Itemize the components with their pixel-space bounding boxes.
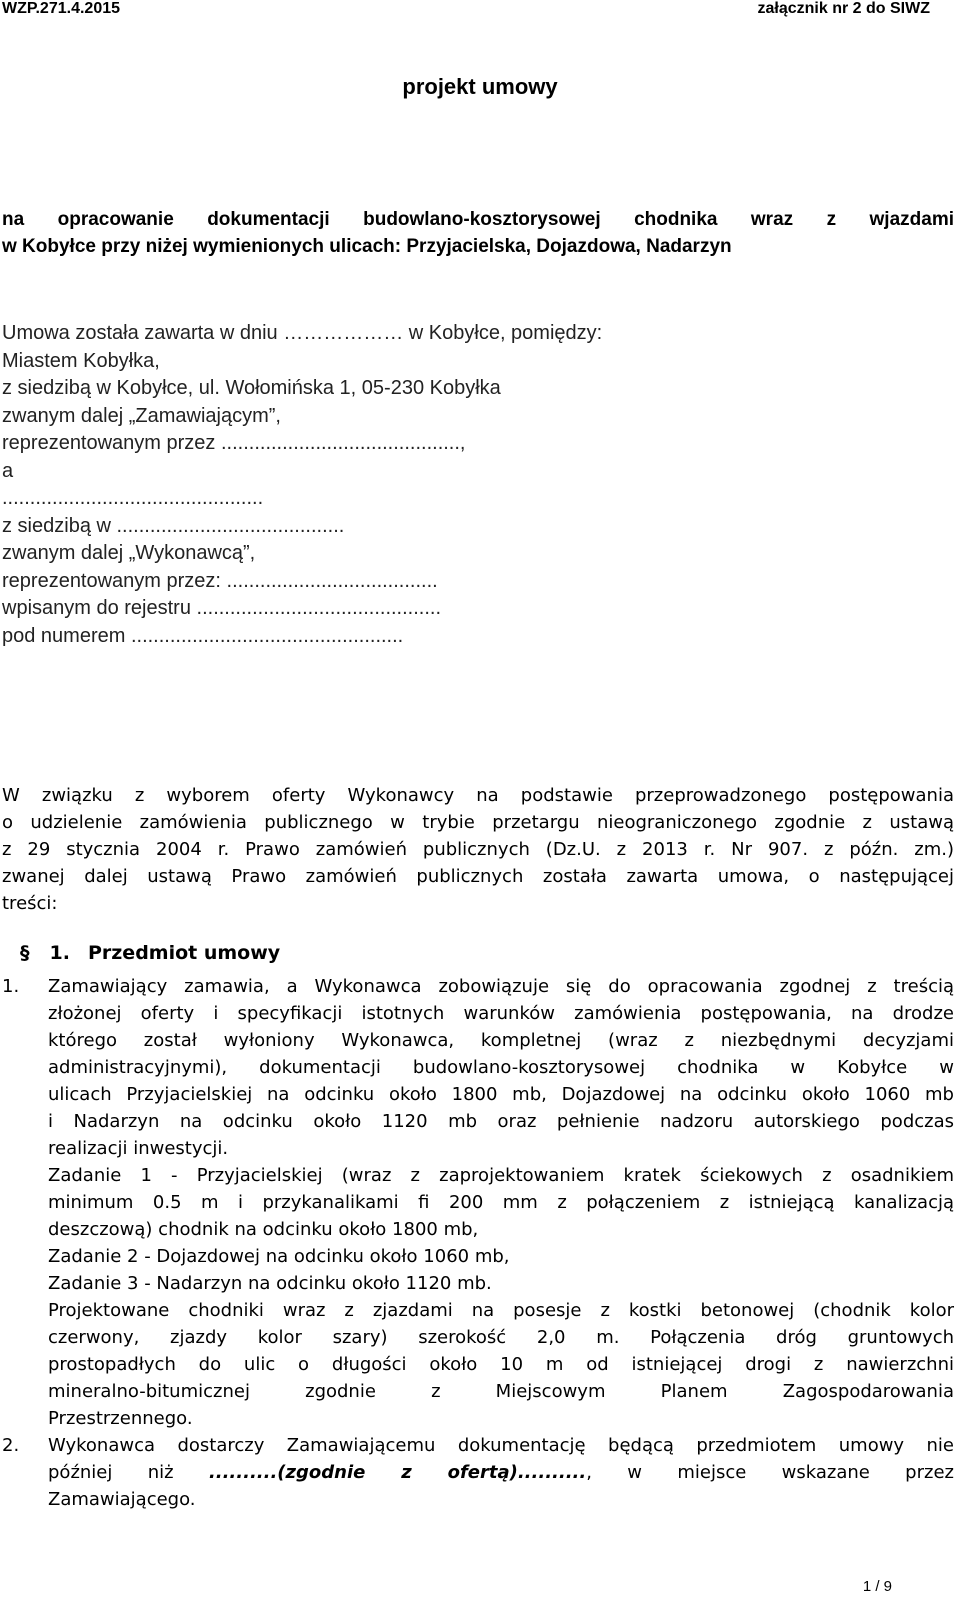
item-line: Wykonawca dostarczy Zamawiającemu dokumentację będącą przedmiotem umowy nie [48, 1435, 954, 1456]
item-line: ulicach Przyjacielskiej na odcinku około 1800 mb, Dojazdowej na odcinku około 1060 mb [48, 1084, 954, 1105]
item-text: później niż [48, 1462, 174, 1483]
party-line: zwanym dalej „Wykonawcą”, [2, 542, 256, 564]
party-line: wpisanym do rejestru ............................................ [2, 597, 442, 619]
intro-line: o udzielenie zamówienia publicznego w trybie przetargu nieograniczonego zgodnie z ustawą [2, 812, 954, 833]
contract-parties [2, 320, 942, 650]
paragraph-symbol: § [20, 942, 30, 964]
attachment-label: załącznik nr 2 do SIWZ [757, 0, 930, 17]
item-line: czerwony, zjazdy kolor szary) szerokość 2,0 m. Połączenia dróg gruntowych [48, 1327, 954, 1348]
page-number: 1 / 9 [862, 1578, 892, 1595]
contract-subject [2, 206, 954, 260]
party-line: Umowa została zawarta w dniu ……………… w Kobyłce, pomiędzy: [2, 322, 603, 344]
item-line: Zadanie 3 - Nadarzyn na odcinku około 1120 mb. [48, 1273, 492, 1294]
list-item [2, 973, 954, 1432]
numbered-list [2, 973, 954, 1513]
item-line: Przestrzennego. [48, 1408, 193, 1429]
intro-paragraph [2, 782, 954, 917]
page-header [0, 0, 960, 24]
intro-line: treści: [2, 893, 58, 914]
item-text: , w miejsce wskazane przez [586, 1462, 954, 1483]
list-item [2, 1432, 954, 1513]
intro-line: z 29 stycznia 2004 r. Prawo zamówień publicznych (Dz.U. z 2013 r. Nr 907. z późn. zm.) [2, 839, 954, 860]
party-line: Miastem Kobyłka, [2, 349, 160, 372]
item-line: prostopadłych do ulic o długości około 10 m od istniejącej drogi z nawierzchni [48, 1354, 954, 1375]
subject-line: na opracowanie dokumentacji budowlano-kosztorysowej chodnika wraz z wjazdami [2, 209, 954, 230]
section-title: Przedmiot umowy [87, 942, 281, 964]
intro-line: zwanej dalej ustawą Prawo zamówień publicznych została zawarta umowa, o następującej [2, 866, 954, 887]
document-title: projekt umowy [402, 74, 558, 99]
item-line: realizacji inwestycji. [48, 1138, 229, 1159]
reference-number: WZP.271.4.2015 [2, 0, 121, 17]
subject-line: w Kobyłce przy niżej wymienionych ulicach: Przyjacielska, Dojazdowa, Nadarzyn [2, 236, 732, 257]
item-line: minimum 0.5 m i przykanalikami fi 200 mm z połączeniem z istniejącą kanalizacją [48, 1192, 954, 1213]
item-line: Projektowane chodniki wraz z zjazdami na posesje z kostki betonowej (chodnik kolor [48, 1300, 954, 1321]
item-line: Zamawiającego. [48, 1489, 196, 1510]
item-line: mineralno-bitumicznej zgodnie z Miejscowym Planem Zagospodarowania [48, 1381, 954, 1402]
party-line: reprezentowanym przez: ...................................... [2, 569, 438, 592]
item-line: deszczową) chodnik na odcinku około 1800 mb, [48, 1219, 479, 1240]
party-line: pod numerem ................................................. [2, 624, 404, 647]
item-line: złożonej oferty i specyfikacji istotnych warunków zamówienia postępowania, na drodze [48, 1003, 954, 1024]
party-line: ............................................... [2, 487, 264, 509]
intro-line: W związku z wyborem oferty Wykonawcy na podstawie przeprowadzonego postępowania [2, 785, 954, 806]
item-number: 1. [2, 976, 20, 997]
party-line: z siedzibą w ......................................... [2, 514, 345, 537]
section-number: 1. [49, 942, 70, 964]
item-number: 2. [2, 1435, 20, 1456]
delivery-deadline: ..........(zgodnie z ofertą).......... [208, 1462, 587, 1483]
party-line: z siedzibą w Kobyłce, ul. Wołomińska 1, 05-230 Kobyłka [2, 377, 501, 399]
item-line [48, 1459, 954, 1486]
section-heading [20, 942, 280, 964]
item-line: i Nadarzyn na odcinku około 1120 mb oraz pełnienie nadzoru autorskiego podczas [48, 1111, 954, 1132]
item-line: Zadanie 2 - Dojazdowej na odcinku około 1060 mb, [48, 1246, 510, 1267]
item-line: Zamawiający zamawia, a Wykonawca zobowiązuje się do opracowania zgodnej z treścią [48, 976, 954, 997]
party-line: zwanym dalej „Zamawiającym”, [2, 404, 281, 427]
item-line: administracyjnymi), dokumentacji budowlano-kosztorysowej chodnika w Kobyłce w [48, 1057, 954, 1078]
party-line: a [2, 459, 14, 482]
item-line: Zadanie 1 - Przyjacielskiej (wraz z zaprojektowaniem kratek ściekowych z osadnikiem [48, 1165, 954, 1186]
item-line: którego został wyłoniony Wykonawca, kompletnej (wraz z niezbędnymi decyzjami [48, 1030, 954, 1051]
party-line: reprezentowanym przez ..........................................., [2, 432, 466, 454]
